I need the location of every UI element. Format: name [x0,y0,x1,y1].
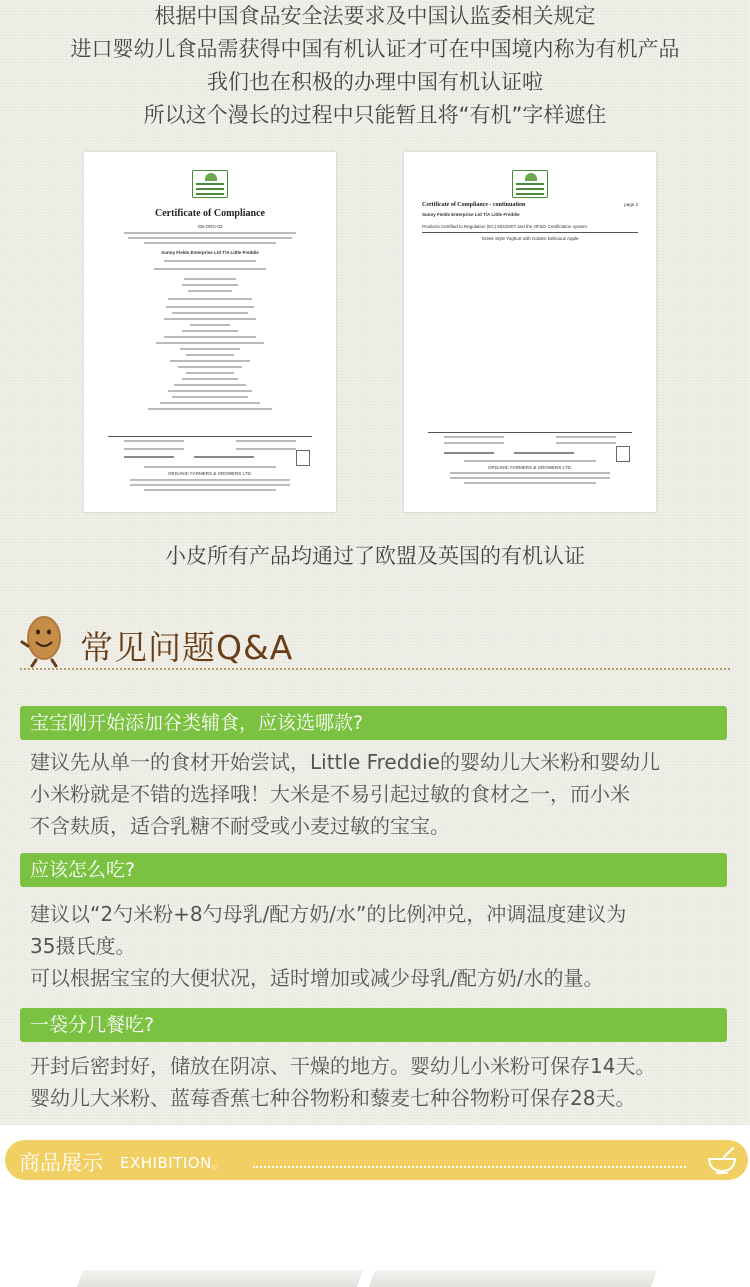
potato-mascot-icon [20,612,66,668]
answer-text [30,898,730,994]
certificate-of-compliance-image [84,152,336,512]
certificate-title: Certificate of Compliance - continuation [422,202,526,208]
certificate-footer: ORGANIC FARMERS & GROWERS LTD. [488,465,572,470]
notice-line: 我们也在积极的办理中国有机认证啦 [207,70,543,94]
answer-text [30,746,730,842]
bowl-icon [706,1145,738,1175]
notice-line: 根据中国食品安全法要求及中国认监委相关规定 [154,4,596,28]
answer-text [30,1050,730,1114]
certificate-company: Sunny Fields Enterprise Ltd T/A Little Freddie [422,212,520,217]
answer-line: 建议以“2勺米粉+8勺母乳/配方奶/水”的比例冲兑，冲调温度建议为 [30,902,627,926]
certificate-code: GB-ORG-02 [197,224,223,229]
certificate-continuation-image [404,152,656,512]
certificate-company: Sunny Fields Enterprise Ltd T/A Little Freddie [161,250,259,255]
answer-line: 小米粉就是不错的选择哦！大米是不易引起过敏的食材之一，而小米 [30,782,630,806]
ukas-stamp-icon [616,446,630,462]
answer-line: 建议先从单一的食材开始尝试，Little Freddie的婴幼儿大米粉和婴幼儿 [30,750,660,774]
exhibition-dots [253,1166,686,1168]
certificate-title: Certificate of Compliance [155,208,265,219]
answer-line: 35摄氏度。 [30,934,136,958]
question-bar: 一袋分几餐吃? [20,1008,727,1042]
exhibition-title: 商品展示 [19,1151,103,1175]
organic-farmers-logo [192,170,228,198]
certificate-regulation: Products Certified to Regulation (EC) 834/2007 and the OF&G Certification system [422,224,587,229]
question-bar: 应该怎么吃? [20,853,727,887]
answer-line: 开封后密封好，储放在阴凉、干燥的地方。婴幼儿小米粉可保存14天。 [30,1054,656,1078]
qa-title: 常见问题Q&A [80,628,294,667]
certificate-product: Greek Style Yoghurt with Golden Delicious Apple [481,236,579,241]
exhibition-header [5,1140,748,1180]
product-image-edge [369,1270,657,1287]
answer-line: 不含麸质，适合乳糖不耐受或小麦过敏的宝宝。 [30,814,450,838]
certification-notice [0,0,750,132]
question-bar: 宝宝刚开始添加谷类辅食，应该选哪款? [20,706,727,740]
divider [20,668,730,670]
notice-line: 进口婴幼儿食品需获得中国有机认证才可在中国境内称为有机产品 [70,37,680,61]
product-image-edge [77,1270,363,1287]
exhibition-subtitle: EXHIBITION。 [120,1154,228,1172]
answer-line: 可以根据宝宝的大便状况，适时增加或减少母乳/配方奶/水的量。 [30,966,604,990]
organic-farmers-logo [512,170,548,198]
ukas-stamp-icon [296,450,310,466]
certification-caption: 小皮所有产品均通过了欧盟及英国的有机认证 [165,544,585,568]
answer-line: 婴幼儿大米粉、蓝莓香蕉七种谷物粉和藜麦七种谷物粉可保存28天。 [30,1086,636,1110]
certificate-page: page 2 [624,202,638,207]
notice-line: 所以这个漫长的过程中只能暂且将“有机”字样遮住 [143,103,607,127]
certificate-footer: ORGANIC FARMERS & GROWERS LTD. [168,471,252,476]
